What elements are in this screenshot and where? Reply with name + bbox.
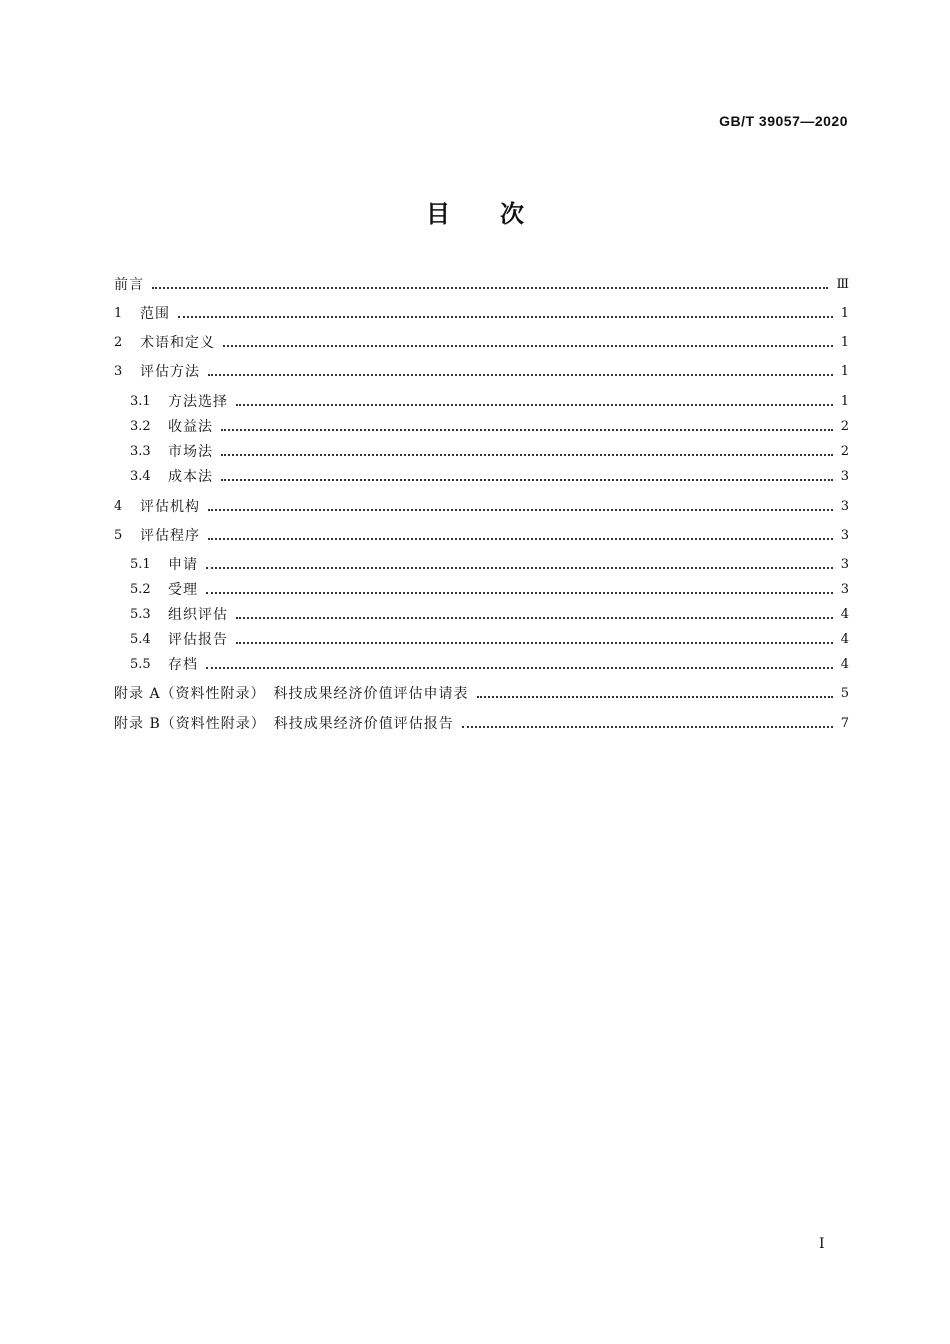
toc-leader (236, 616, 833, 619)
toc-number: 3 (114, 363, 123, 379)
toc-entry-3-3[interactable] (130, 441, 849, 461)
toc-entry-4[interactable] (114, 496, 849, 516)
toc-page: 2 (840, 418, 849, 434)
toc-number: 3.4 (130, 468, 151, 484)
toc-label: 术语和定义 (140, 335, 215, 351)
toc-entry-5-5[interactable] (130, 654, 849, 674)
toc-entry-5-2[interactable] (130, 579, 849, 599)
toc-number: 1 (114, 305, 123, 321)
toc-number: 2 (114, 334, 123, 350)
toc-entry-foreword[interactable] (114, 274, 849, 294)
toc-leader (206, 566, 833, 569)
toc-label: 收益法 (168, 419, 213, 435)
toc-number: 4 (114, 498, 123, 514)
toc-number: 3.2 (130, 418, 151, 434)
title-char-1: 目 (426, 200, 450, 228)
toc-page: 4 (840, 606, 849, 622)
toc-page: 1 (840, 334, 849, 350)
toc-entry-3-1[interactable] (130, 391, 849, 411)
toc-page: 7 (840, 715, 849, 731)
toc-number: 5.5 (130, 656, 151, 672)
toc-leader (221, 453, 833, 456)
toc-number: 3.1 (130, 393, 151, 409)
toc-page: 3 (840, 498, 849, 514)
toc-entry-appendix-a[interactable] (114, 683, 849, 703)
toc-entry-appendix-b[interactable] (114, 713, 849, 733)
toc-label: 申请 (168, 557, 198, 573)
toc-leader (206, 666, 833, 669)
toc-leader (236, 403, 833, 406)
toc-entry-5[interactable] (114, 525, 849, 545)
standard-number: GB/T 39057—2020 (719, 113, 848, 129)
toc-label: 市场法 (168, 444, 213, 460)
toc-number: 5 (114, 527, 123, 543)
toc-entry-1[interactable] (114, 303, 849, 323)
toc-number: 5.4 (130, 631, 151, 647)
toc-leader (208, 508, 833, 511)
toc-label: 评估方法 (140, 364, 200, 380)
toc-label: 附录 A（资料性附录） 科技成果经济价值评估申请表 (114, 686, 469, 702)
toc-leader (221, 428, 833, 431)
toc-leader (208, 373, 833, 376)
toc-page: 3 (840, 527, 849, 543)
toc-number: 5.1 (130, 556, 151, 572)
toc-leader (178, 315, 833, 318)
toc-page: Ⅲ (836, 276, 849, 292)
toc-entry-3[interactable] (114, 361, 849, 381)
toc-entry-3-2[interactable] (130, 416, 849, 436)
toc-label: 前言 (114, 277, 144, 293)
toc-page: 4 (840, 656, 849, 672)
toc-page: 1 (840, 305, 849, 321)
toc-label: 方法选择 (168, 394, 228, 410)
toc-leader (152, 286, 828, 289)
toc-label: 评估报告 (168, 632, 228, 648)
toc-label: 组织评估 (168, 607, 228, 623)
page-number: I (819, 1236, 825, 1252)
toc-leader (221, 478, 833, 481)
toc-label: 成本法 (168, 469, 213, 485)
toc-page: 3 (840, 581, 849, 597)
toc-page: 3 (840, 468, 849, 484)
toc-label: 评估机构 (140, 499, 200, 515)
toc-entry-5-4[interactable] (130, 629, 849, 649)
toc-leader (236, 641, 833, 644)
title-char-2: 次 (500, 200, 524, 228)
toc-label: 评估程序 (140, 528, 200, 544)
toc-label: 受理 (168, 582, 198, 598)
toc-leader (462, 725, 833, 728)
toc-entry-3-4[interactable] (130, 466, 849, 486)
toc-number: 5.2 (130, 581, 151, 597)
toc-leader (223, 344, 833, 347)
page-title (0, 194, 950, 229)
toc-number: 3.3 (130, 443, 151, 459)
toc-label: 附录 B（资料性附录） 科技成果经济价值评估报告 (114, 716, 454, 732)
toc-leader (208, 537, 833, 540)
toc-leader (206, 591, 833, 594)
toc-page: 5 (840, 685, 849, 701)
toc-page: 1 (840, 363, 849, 379)
toc-entry-2[interactable] (114, 332, 849, 352)
toc-page: 1 (840, 393, 849, 409)
toc-label: 存档 (168, 657, 198, 673)
toc-page: 2 (840, 443, 849, 459)
toc-page: 3 (840, 556, 849, 572)
toc-entry-5-3[interactable] (130, 604, 849, 624)
toc-entry-5-1[interactable] (130, 554, 849, 574)
toc-leader (477, 695, 833, 698)
toc-label: 范围 (140, 306, 170, 322)
toc-number: 5.3 (130, 606, 151, 622)
toc-page: 4 (840, 631, 849, 647)
